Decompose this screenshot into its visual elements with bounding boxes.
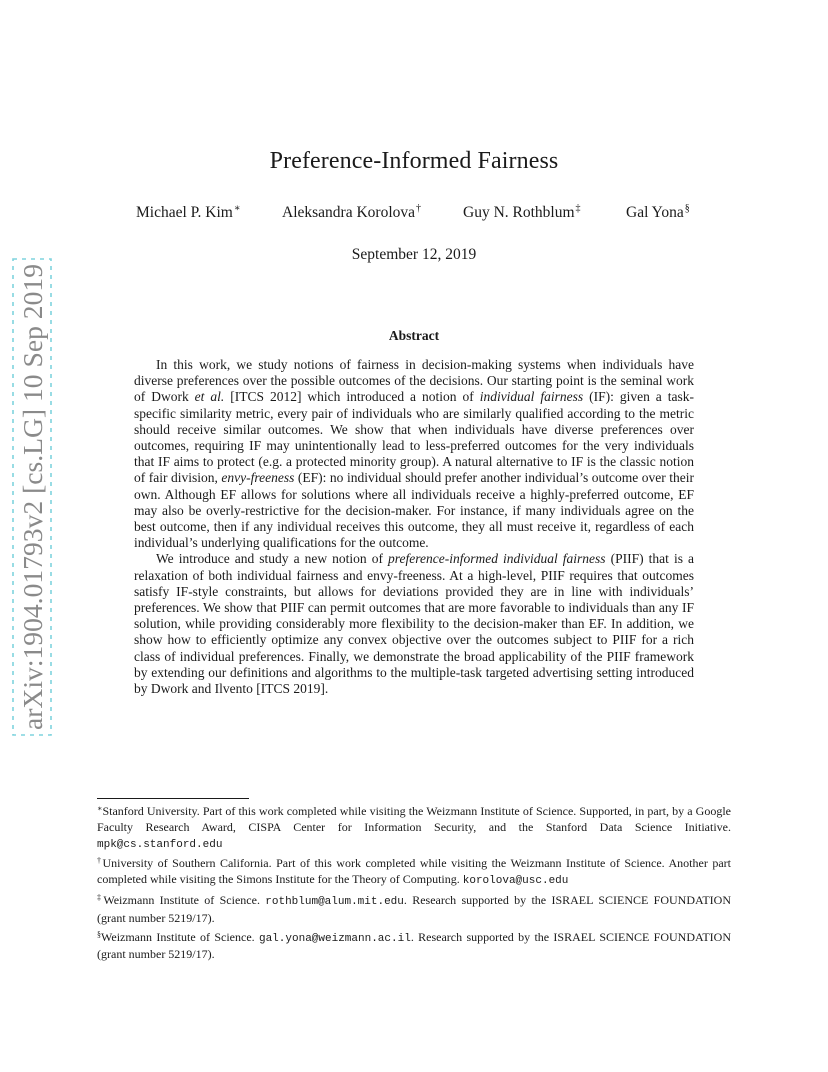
- footnote-mark: †: [97, 856, 103, 866]
- footnote-1: [97, 801, 731, 853]
- author-4: [626, 203, 690, 222]
- footnote-text: Stanford University. Part of this work completed while visiting the Weizmann Institute of Science. Supported, in part, by a Google Faculty Research Award, CISPA Center for Information Security, and the Stanford Data Science Initiative.: [97, 804, 731, 834]
- abstract-text: (IF): given a task-specific similarity metric, every pair of individuals who are similarly qualified according to the metric should receive similar outcomes. We show that when individuals have diverse preferences over outcomes, requiring IF may unintentionally lead to less-preferred outcomes for the very individuals that IF aims to protect (e.g. a protected minority group). A natural alternative to IF is the classic notion of fair division,: [134, 389, 694, 486]
- affiliation-mark: †: [416, 203, 421, 214]
- author-list: [136, 203, 736, 227]
- author-name: Gal Yona: [626, 204, 684, 221]
- abstract-emphasis: preference-informed individual fairness: [388, 551, 606, 567]
- author-3: [463, 203, 581, 222]
- abstract-emphasis: individual fairness: [479, 389, 584, 405]
- footnote-text: Weizmann Institute of Science.: [103, 892, 266, 907]
- abstract-text: (PIIF) that is a relaxation of both individual fairness and envy-freeness. At a high-level, PIIF requires that outcomes satisfy IF-style constraints, but allows for deviations provided they are in line with individuals’ preferences. We show that PIIF can permit outcomes that are more favorable to individuals than any IF solution, while providing considerably more flexibility to the decision-maker than EF. In addition, we show how to efficiently optimize any convex objective over the outcomes subject to PIIF for a rich class of individual preferences. Finally, we demonstrate the broad applicability of the PIIF framework by extending our definitions and algorithms to the multiple-task targeted advertising setting introduced by Dwork and Ilvento [ITCS 2019].: [134, 551, 694, 697]
- footnote-email[interactable]: korolova@usc.edu: [462, 875, 569, 888]
- footnote-2: [97, 853, 731, 890]
- author-2: [282, 203, 421, 222]
- footnote-mark: ‡: [97, 892, 104, 902]
- abstract-text: In this work, we study notions of fairness in decision-making systems when individuals have diverse preferences over the possible outcomes of the decisions. Our starting point is the seminal work of Dwork: [134, 357, 694, 405]
- footnote-text: . Research supported by the ISRAEL SCIENCE FOUNDATION (grant number 5219/17).: [97, 892, 731, 925]
- footnote-email[interactable]: rothblum@alum.mit.edu: [265, 895, 404, 908]
- abstract-paragraph-2: [134, 551, 694, 697]
- abstract-emphasis: envy-freeness: [221, 470, 295, 486]
- publication-date: September 12, 2019: [351, 246, 477, 263]
- affiliation-mark: ‡: [575, 203, 581, 214]
- footnote-3: [97, 890, 731, 927]
- author-1: [136, 203, 241, 222]
- abstract-text: We introduce and study a new notion of: [156, 551, 388, 567]
- abstract-text: [ITCS 2012] which introduced a notion of: [224, 389, 480, 405]
- author-name: Guy N. Rothblum: [463, 204, 575, 221]
- footnote-divider: [97, 798, 249, 799]
- footnote-mark: ∗: [97, 804, 103, 813]
- footnote-mark: §: [97, 929, 101, 939]
- footnote-text: University of Southern California. Part of this work completed while visiting the Weizmann Institute of Science. Another part completed while visiting the Simons Institute for the Theory of Computing.: [97, 856, 731, 887]
- footnote-email[interactable]: mpk@cs.stanford.edu: [97, 838, 223, 851]
- author-name: Michael P. Kim: [136, 204, 233, 221]
- abstract-paragraph-1: [134, 357, 694, 551]
- abstract-text: (EF): no individual should prefer another individual’s outcome over their own. Although EF allows for solutions where all individuals receive a highly-preferred outcome, EF may also be overly-restrictive for the decision-maker. For instance, if many individuals agree on the best outcome, then if any individual receives this outcome, they all must receive it, regardless of each individual’s underlying qualifications for the outcome.: [134, 470, 694, 551]
- arxiv-stamp-text: arXiv:1904.01793v2 [cs.LG] 10 Sep 2019: [18, 274, 48, 730]
- footnote-4: [97, 927, 731, 964]
- paper-title: Preference-Informed Fairness: [269, 148, 559, 174]
- affiliation-mark: §: [684, 203, 690, 214]
- affiliation-mark: ∗: [233, 203, 241, 214]
- abstract-heading: Abstract: [388, 328, 440, 343]
- abstract-emphasis: et al.: [194, 389, 225, 405]
- author-name: Aleksandra Korolova: [282, 204, 415, 221]
- footnotes: [97, 801, 731, 963]
- footnote-text: Weizmann Institute of Science.: [101, 929, 259, 944]
- footnote-text: . Research supported by the ISRAEL SCIENCE FOUNDATION (grant number 5219/17).: [97, 929, 731, 962]
- footnote-email[interactable]: gal.yona@weizmann.ac.il: [258, 932, 411, 945]
- abstract-body: [134, 357, 694, 697]
